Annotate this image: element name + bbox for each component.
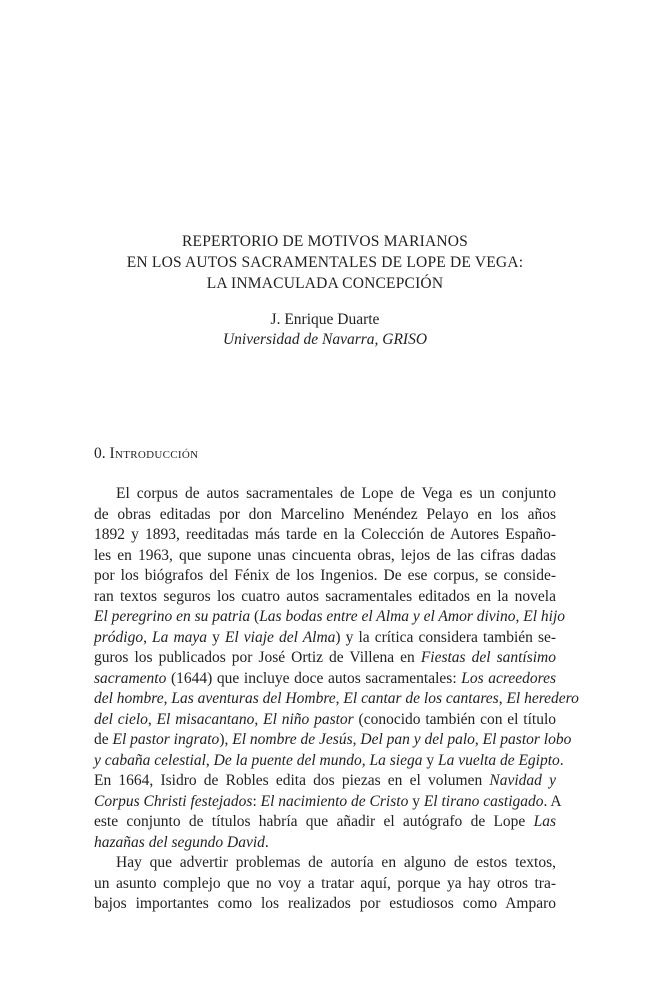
article-title bbox=[0, 231, 650, 294]
text-line bbox=[94, 812, 556, 833]
text-run: , bbox=[352, 731, 361, 748]
author-name: J. Enrique Duarte bbox=[270, 311, 380, 328]
text-line bbox=[94, 607, 566, 628]
text-line bbox=[94, 730, 572, 751]
italic-run: del cielo bbox=[94, 710, 148, 728]
text-run: y bbox=[422, 751, 438, 769]
text-run: bajos importantes como los realizados por estudiosos como Amparo bbox=[94, 895, 556, 912]
italic-run: El hijo bbox=[523, 608, 566, 625]
text-run: , bbox=[335, 690, 344, 707]
italic-run: Fiestas del santísimo bbox=[420, 649, 557, 666]
italic-run: La vuelta de Egipto bbox=[437, 751, 560, 769]
section-heading bbox=[94, 443, 198, 464]
title-line-3: LA INMACULADA CONCEPCIÓN bbox=[206, 275, 444, 292]
text-line bbox=[94, 833, 556, 854]
text-run: (1644) que incluye doce autos sacramentales: bbox=[166, 669, 462, 687]
text-run: ), bbox=[219, 731, 233, 748]
italic-run: El tirano castigado bbox=[423, 792, 544, 810]
italic-run: El peregrino en su patria bbox=[94, 608, 251, 625]
text-line bbox=[94, 484, 556, 505]
text-run: El corpus de autos sacramentales de Lope de Vega es un conjunto bbox=[116, 485, 556, 502]
text-run: les en 1963, que supone unas cincuenta obras, lejos de las cifras dadas bbox=[94, 546, 556, 564]
text-run: ) y la crítica considera también se- bbox=[335, 628, 557, 646]
italic-run: Las aventuras del Hombre bbox=[171, 690, 336, 707]
text-run: En 1664, Isidro de Robles edita dos piezas en el volumen bbox=[94, 772, 490, 789]
italic-run: Navidad y bbox=[489, 772, 556, 789]
text-run: . A bbox=[543, 792, 562, 810]
section-number: 0. bbox=[94, 445, 110, 462]
text-line bbox=[94, 546, 556, 567]
text-line bbox=[94, 874, 556, 895]
text-run: guros los publicados por José Ortiz de Villena en bbox=[94, 649, 421, 666]
text-run: este conjunto de títulos habría que añadir el autógrafo de Lope bbox=[94, 813, 534, 830]
italic-run: pródigo bbox=[94, 628, 144, 646]
italic-run: Las bodas entre el Alma y el Amor divino bbox=[259, 608, 516, 625]
title-line-2: EN LOS AUTOS SACRAMENTALES DE LOPE DE VEGA: bbox=[126, 254, 524, 271]
text-run: : bbox=[252, 792, 261, 810]
italic-run: Las bbox=[533, 813, 556, 830]
text-line bbox=[94, 587, 556, 608]
text-run: de bbox=[94, 731, 113, 748]
text-line bbox=[94, 771, 556, 792]
italic-run: hazañas del segundo David bbox=[94, 833, 265, 851]
italic-run: El heredero bbox=[506, 690, 579, 707]
italic-run: Los acreedores bbox=[461, 669, 556, 687]
text-run: , bbox=[474, 731, 483, 748]
text-run: , bbox=[205, 751, 214, 769]
italic-run: El pastor ingrato bbox=[112, 731, 220, 748]
text-line bbox=[94, 792, 562, 813]
text-run: por los biógrafos del Fénix de los Ingenios. De ese corpus, se conside- bbox=[94, 567, 556, 584]
text-run: y bbox=[408, 792, 424, 810]
italic-run: El nombre de Jesús bbox=[232, 731, 353, 748]
italic-run: sacramento bbox=[94, 669, 167, 687]
text-run: , bbox=[361, 751, 370, 769]
text-run: y bbox=[207, 628, 225, 646]
italic-run: El viaje del Alma bbox=[224, 628, 336, 646]
text-run: (conocido también con el título bbox=[353, 710, 557, 728]
text-run: ( bbox=[250, 608, 260, 625]
text-run: , bbox=[254, 710, 264, 728]
text-run: ran textos seguros los cuatro autos sacramentales editados en la novela bbox=[94, 587, 556, 605]
text-run: . bbox=[559, 751, 564, 769]
text-run: , bbox=[143, 628, 153, 646]
text-run: de obras editadas por don Marcelino Menéndez Pelayo en los años bbox=[94, 505, 556, 523]
italic-run: La siega bbox=[369, 751, 423, 769]
italic-run: La maya bbox=[152, 628, 208, 646]
italic-run: De la puente del mundo bbox=[213, 751, 362, 769]
italic-run: El niño pastor bbox=[263, 710, 354, 728]
italic-run: El pastor lobo bbox=[482, 731, 572, 748]
text-line bbox=[94, 894, 556, 915]
text-line bbox=[94, 505, 556, 526]
text-run: 1892 y 1893, reeditadas más tarde en la Colección de Autores Españo- bbox=[94, 526, 556, 543]
text-run: un asunto complejo que no voy a tratar aquí, porque ya hay otros tra- bbox=[94, 874, 556, 892]
text-line bbox=[94, 669, 556, 690]
text-run: , bbox=[498, 690, 507, 707]
title-line-1: REPERTORIO DE MOTIVOS MARIANOS bbox=[182, 233, 468, 250]
text-line bbox=[94, 628, 556, 649]
italic-run: El nacimiento de Cristo bbox=[260, 792, 409, 810]
text-run: , bbox=[147, 710, 157, 728]
italic-run: El misacantano bbox=[156, 710, 255, 728]
text-run: , bbox=[163, 690, 172, 707]
text-line bbox=[94, 525, 556, 546]
section-title: Introducción bbox=[109, 445, 199, 462]
author-affiliation: Universidad de Navarra, GRISO bbox=[222, 331, 428, 348]
text-line bbox=[94, 710, 556, 731]
text-run: Hay que advertir problemas de autoría en alguno de estos textos, bbox=[116, 854, 556, 871]
italic-run: El cantar de los cantares bbox=[343, 690, 499, 707]
text-run: . bbox=[264, 833, 269, 851]
italic-run: Del pan y del palo bbox=[360, 731, 475, 748]
italic-run: del hombre bbox=[94, 690, 164, 707]
text-line bbox=[94, 566, 556, 587]
text-line bbox=[94, 853, 556, 874]
text-run: , bbox=[515, 608, 524, 625]
italic-run: Corpus Christi festejados bbox=[94, 792, 253, 810]
text-line bbox=[94, 751, 564, 772]
text-line bbox=[94, 648, 556, 669]
text-line bbox=[94, 689, 579, 710]
body-text bbox=[94, 484, 579, 915]
italic-run: y cabaña celestial bbox=[94, 751, 206, 769]
